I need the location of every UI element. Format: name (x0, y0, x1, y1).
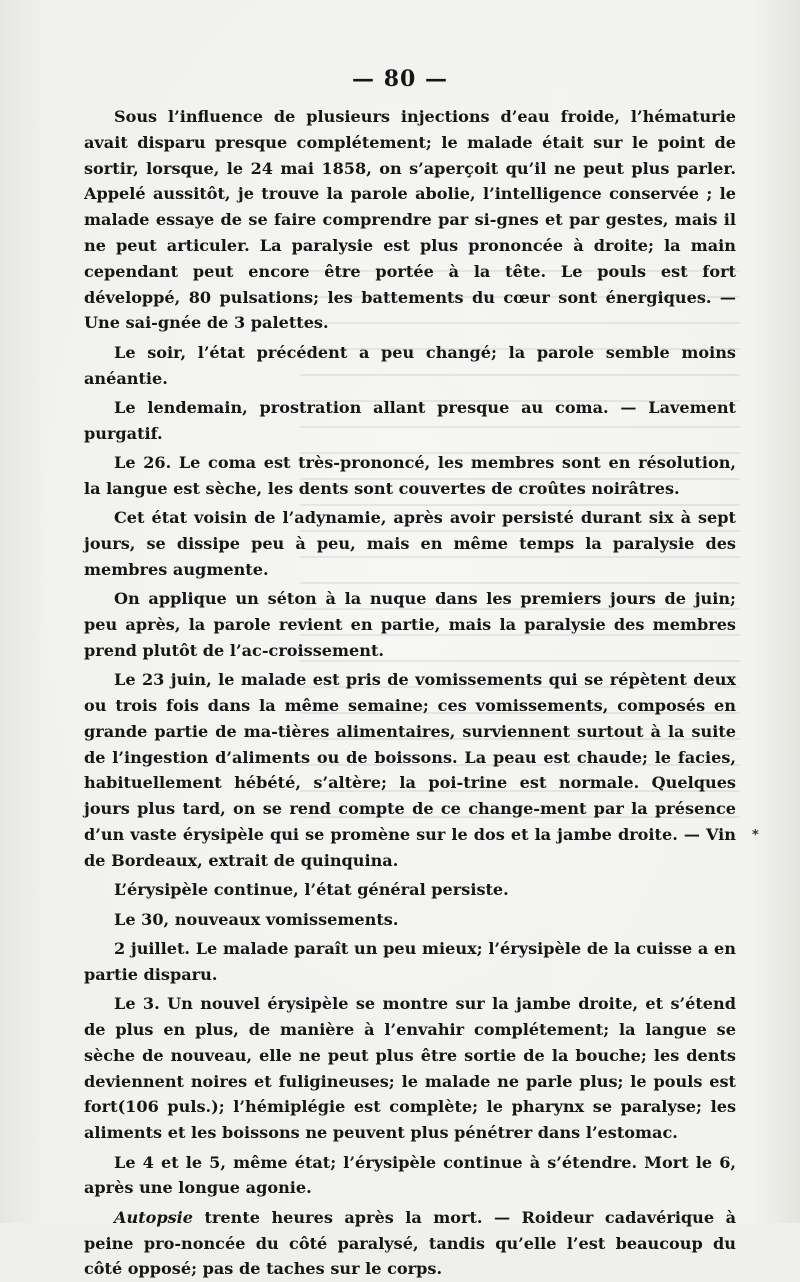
paragraph-autopsy (84, 1205, 736, 1282)
autopsy-text: trente heures après la mort. — Roideur cadavérique à peine pro-noncée du côté paralysé, tandis qu’elle l’est beaucoup du côté opposé; pas de taches sur le corps. (84, 1207, 736, 1279)
margin-mark: * (752, 828, 759, 843)
paragraph-seton: On applique un séton à la nuque dans les premiers jours de juin; peu après, la parole revient en partie, mais la paralysie des membres prend plutôt de l’ac-croissement. (84, 589, 736, 660)
paragraph-july-2: 2 juillet. Le malade paraît un peu mieux; l’érysipèle de la cuisse a en partie disparu. (84, 939, 736, 984)
paragraph-adynamia: Cet état voisin de l’adynamie, après avoir persisté durant six à sept jours, se dissipe peu à peu, mais en même temps la paralysie des membres augmente. (84, 508, 736, 579)
body-text (84, 104, 736, 1282)
paragraph-day-3: Le 3. Un nouvel érysipèle se montre sur la jambe droite, et s’étend de plus en plus, de manière à l’envahir complétement; la langue se sèche de nouveau, elle ne peut plus être sortie de la bouche; les dents deviennent noires et fuligineuses; le malade ne parle plus; le pouls est fort(106 puls.); l’hémiplégie est complète; le pharynx se paralyse; les aliments et les boissons ne peuvent plus pénétrer dans l’estomac. (84, 994, 736, 1143)
paragraph-hematuria: Sous l’influence de plusieurs injections d’eau froide, l’hématurie avait disparu presque complétement; le malade était sur le point de sortir, lorsque, le 24 mai 1858, on s’aperçoit qu’il ne peut plus parler. Appelé aussitôt, je trouve la parole abolie, l’intelligence conservée ; le malade essaye de se faire comprendre par si-gnes et par gestes, mais il ne peut articuler. La paralysie est plus prononcée à droite; la main cependant peut encore être portée à la tête. Le pouls est fort développé, 80 pulsations; les battements du cœur sont énergiques. — Une sai-gnée de 3 palettes. (84, 107, 736, 333)
autopsy-label: Autopsie (114, 1207, 194, 1227)
paragraph-day-26: Le 26. Le coma est très-prononcé, les membres sont en résolution, la langue est sèche, les dents sont couvertes de croûtes noirâtres. (84, 453, 736, 498)
paragraph-next-day: Le lendemain, prostration allant presque au coma. — Lavement purgatif. (84, 397, 736, 443)
paragraph-erysipelas-continues: L’érysipèle continue, l’état général persiste. (114, 880, 509, 900)
page-number: — 80 — (352, 66, 448, 92)
paragraph-days-4-5: Le 4 et le 5, même état; l’érysipèle continue à s’étendre. Mort le 6, après une longue agonie. (84, 1152, 736, 1198)
paragraph-evening: Le soir, l’état précédent a peu changé; la parole semble moins anéantie. (84, 342, 736, 388)
paragraph-day-30: Le 30, nouveaux vomissements. (114, 909, 399, 929)
paragraph-june-23: Le 23 juin, le malade est pris de vomissements qui se répètent deux ou trois fois dans la même semaine; ces vomissements, composés en grande partie de ma-tières alimentaires, surviennent surtout à la suite de l’ingestion d’aliments ou de boissons. La peau est chaude; le facies, habituellement hébété, s’altère; la poi-trine est normale. Quelques jours plus tard, on se rend compte de ce change-ment par la présence d’un vaste érysipèle qui se promène sur le dos et la jambe droite. — Vin de Bordeaux, extrait de quinquina. (84, 670, 736, 870)
